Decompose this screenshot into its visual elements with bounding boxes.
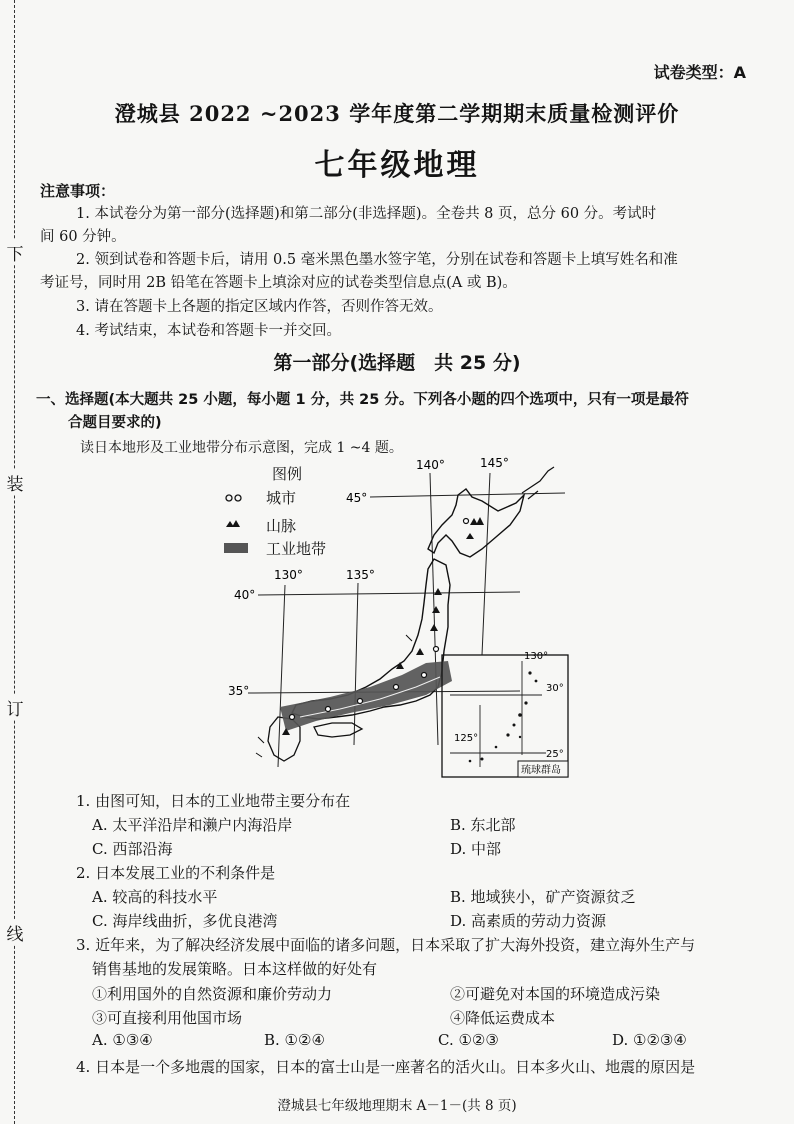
japan-map (220, 455, 580, 785)
lon-130-label: 130° (274, 568, 303, 582)
q3-statement-1: ①利用国外的自然资源和廉价劳动力 (92, 985, 333, 1003)
lon-145-label: 145° (480, 456, 509, 470)
q1-option-b[interactable]: B. 东北部 (450, 816, 516, 834)
note-4: 4. 考试结束，本试卷和答题卡一并交回。 (76, 323, 341, 339)
inset-125-label: 125° (454, 733, 479, 744)
note-2-line-1: 2. 领到试卷和答题卡后，请用 0.5 毫米黑色墨水签字笔，分别在试卷和答题卡上填写姓名和准 (76, 252, 678, 268)
exam-title: 澄城县 2022 ~2023 学年度第二学期期末质量检测评价 (114, 101, 680, 126)
lat-35-label: 35° (228, 684, 250, 698)
q1-option-d[interactable]: D. 中部 (450, 840, 502, 858)
q2-stem: 2. 日本发展工业的不利条件是 (76, 864, 276, 882)
q3-option-d[interactable]: D. ①②③④ (612, 1031, 687, 1049)
inset-25-label: 25° (546, 749, 564, 760)
lat-40-label: 40° (234, 588, 256, 602)
legend-industry: 工业地带 (266, 540, 327, 558)
q1-option-a[interactable]: A. 太平洋沿岸和濑户内海沿岸 (92, 816, 293, 834)
q3-option-b[interactable]: B. ①②④ (264, 1031, 325, 1049)
paper-type: 试卷类型：A (653, 63, 746, 82)
binding-char-2: 装 (4, 470, 26, 495)
note-3: 3. 请在答题卡上各题的指定区域内作答，否则作答无效。 (76, 299, 443, 315)
note-2-line-2: 考证号，同时用 2B 铅笔在答题卡上填涂对应的试卷类型信息点(A 或 B)。 (40, 275, 517, 291)
lon-140-label: 140° (416, 458, 445, 472)
q2-option-d[interactable]: D. 高素质的劳动力资源 (450, 912, 607, 930)
note-1-line-2: 间 60 分钟。 (40, 229, 126, 245)
mountain-icon (226, 520, 240, 527)
city-icon (226, 495, 241, 501)
q2-option-b[interactable]: B. 地域狭小，矿产资源贫乏 (450, 888, 636, 906)
instruction-line-2: 合题目要求的) (68, 415, 162, 431)
q3-statement-2: ②可避免对本国的环境造成污染 (450, 985, 661, 1003)
inset-label: 琉球群岛 (521, 765, 561, 776)
notes-heading: 注意事项： (40, 182, 116, 200)
binding-char-1: 下 (4, 240, 26, 265)
q3-stem-line-2: 销售基地的发展策略。日本这样做的好处有 (92, 960, 378, 978)
note-1-line-1: 1. 本试卷分为第一部分(选择题)和第二部分(非选择题)。全卷共 8 页，总分 60 分。考试时 (76, 206, 657, 222)
q3-stem-line-1: 3. 近年来，为了解决经济发展中面临的诸多问题，日本采取了扩大海外投资，建立海外生产与 (76, 936, 696, 954)
q1-stem: 1. 由图可知，日本的工业地带主要分布在 (76, 792, 351, 810)
q3-option-c[interactable]: C. ①②③ (438, 1031, 499, 1049)
legend-title: 图例 (272, 465, 303, 483)
inset-graticule (450, 661, 546, 767)
lon-135-label: 135° (346, 568, 375, 582)
binding-char-4: 线 (4, 920, 26, 945)
q3-statement-4: ④降低运费成本 (450, 1009, 556, 1027)
q2-option-c[interactable]: C. 海岸线曲折，多优良港湾 (92, 912, 278, 930)
inset-30-label: 30° (546, 683, 564, 694)
q1-option-c[interactable]: C. 西部沿海 (92, 840, 173, 858)
legend-city: 城市 (266, 489, 297, 507)
section-1-title: 第一部分(选择题 共 25 分) (273, 352, 521, 374)
subject-title: 七年级地理 (314, 148, 480, 183)
inset-130-label: 130° (524, 651, 549, 662)
lat-45-label: 45° (346, 491, 368, 505)
legend-mountain: 山脉 (266, 517, 297, 535)
ryukyu-islands (469, 671, 538, 762)
binding-char-3: 订 (4, 695, 26, 720)
q4-stem: 4. 日本是一个多地震的国家，日本的富士山是一座著名的活火山。日本多火山、地震的原因是 (76, 1058, 696, 1076)
industry-icon (224, 543, 248, 553)
q2-option-a[interactable]: A. 较高的科技水平 (92, 888, 218, 906)
instruction-line-1: 一、选择题(本大题共 25 小题，每小题 1 分，共 25 分。下列各小题的四个选项中，只有一项是最符 (36, 392, 689, 408)
page-footer: 澄城县七年级地理期末 A－1－(共 8 页) (277, 1098, 517, 1114)
map-prompt: 读日本地形及工业地带分布示意图，完成 1 ~4 题。 (80, 440, 403, 456)
q3-option-a[interactable]: A. ①③④ (92, 1031, 153, 1049)
q3-statement-3: ③可直接利用他国市场 (92, 1009, 243, 1027)
